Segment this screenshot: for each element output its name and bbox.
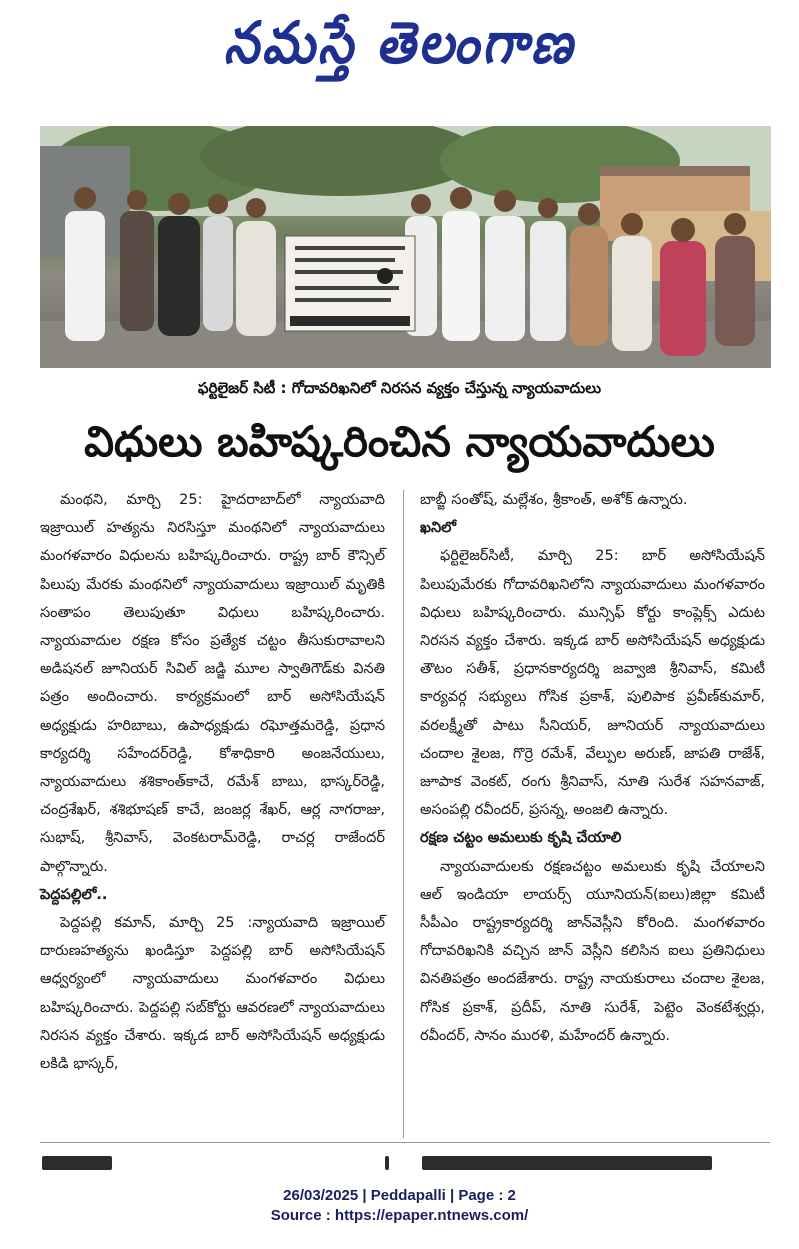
cropped-text-fragment xyxy=(422,1156,712,1170)
caption-separator: : xyxy=(280,379,287,397)
news-photo xyxy=(40,126,771,368)
section-subhead: రక్షణ చట్టం అమలుకు కృషి చేయాలి xyxy=(420,830,622,847)
right-column xyxy=(420,486,765,1050)
section-subhead: ఖనిలో xyxy=(420,520,457,537)
caption-place: ఫర్టిలైజర్ సిటీ xyxy=(197,379,276,397)
article-paragraph: ఫర్టిలైజర్‌సిటీ, మార్చి 25: బార్ అసోసియేషన్ పిలుపుమేరకు గోదావరిఖనిలోని న్యాయవాదులు మంగళవారం విధులు బహిష్కరించారు. మున్సిఫ్ కోర్టు కాంప్లెక్స్ ఎదుట నిరసన వ్యక్తం చేశారు. ఇక్కడ బార్ అసోసియేషన్ అధ్యక్షుడు తౌటం సతీశ్, ప్రధానకార్యదర్శి జవ్వాజి శ్రీనివాస్, కమిటీ కార్యవర్గ సభ్యులు గోసిక ప్రకాశ్, పులిపాక ప్రవీణ్‌కుమార్, వరలక్ష్మీతో పాటు సీనియర్, జూనియర్ న్యాయవాదులు చందాల శైలజ, గొర్రె రమేశ్, వేల్పుల అరుణ్, జాపతి రాజేశ్, జూపాక వెంకట్, రంగు శ్రీనివాస్, నూతి సురేశ సహనవాజ్, అసంపల్లి రవీందర్, ప్రసన్న, అంజలి ఉన్నారు. xyxy=(420,548,765,819)
article-headline: విధులు బహిష్కరించిన న్యాయవాదులు xyxy=(84,417,715,466)
caption-text: గోదావరిఖనిలో నిరసన వ్యక్తం చేస్తున్న న్యాయవాదులు xyxy=(291,379,602,397)
column-divider xyxy=(403,490,404,1138)
article-paragraph: న్యాయవాదులకు రక్షణచట్టం అమలుకు కృషి చేయాలని ఆల్ ఇండియా లాయర్స్ యూనియన్(ఐలు)జిల్లా కమిటీ సీపీఎం రాష్ట్రకార్యదర్శి జాన్‌వెస్లీని కోరింది. మంగళవారం గోదావరిఖనికి వచ్చిన జాన్ వెస్లీని కలిసిన ఐలు ప్రతినిధులు వినతిపత్రం అందజేశారు. రాష్ట్ర నాయకురాలు చందాల శైలజ, గోసిక ప్రకాశ్, ప్రదీప్, నూతి సురేశ్, పెట్టెం వెంకటేశ్వర్లు, రవీందర్, సానం మురళి, మహేందర్ ఉన్నారు. xyxy=(420,858,765,1044)
photo-caption xyxy=(40,379,759,401)
section-subhead: పెద్దపల్లిలో.. xyxy=(40,886,108,903)
page-footer xyxy=(0,1186,799,1226)
article-paragraph: బాబ్జీ సంతోష్, మల్లేశం, శ్రీకాంత్, అశోక్ ఉన్నారు. xyxy=(420,492,688,508)
photo-illustration xyxy=(40,126,771,368)
masthead xyxy=(0,0,799,100)
cropped-text-fragment xyxy=(42,1156,112,1170)
footer-date-edition: 26/03/2025 | Peddapalli | Page : 2 xyxy=(283,1187,516,1204)
article-paragraph: మంథని, మార్చి 25: హైదరాబాద్‌లో న్యాయవాది ఇజ్రాయిల్ హత్యను నిరసిస్తూ మంథనిలో న్యాయవాదులు మంగళవారం విధులను బహిష్కరించారు. రాష్ట్ర బార్ కౌన్సిల్ పిలుపు మేరకు మంథనిలో న్యాయవాదులు ఇజ్రాయిల్ మృతికి సంతాపం తెలుపుతూ విధులు బహిష్కరించారు. న్యాయవాదుల రక్షణ కోసం ప్రత్యేక చట్టం తీసుకురావాలని అడిషనల్ జూనియర్ సివిల్ జడ్జి మూల స్వాతిగౌడ్‌కు వినతి పత్రం అందించారు. కార్యక్రమంలో బార్ అసోసియేషన్ అధ్యక్షుడు హరిబాబు, ఉపాధ్యక్షుడు రఘోత్తమరెడ్డి, ప్రధాన కార్యదర్శి సహేందర్‌రెడ్డి, కోశాధికారి అంజనేయులు, న్యాయవాదులు శశికాంత్‌కాచే, రమేశ్ బాబు, భాస్కర్‌రెడ్డి, చంద్రశేఖర్, శశిభూషణ్ కాచే, జంజర్ల శేఖర్, ఆర్ల నాగరాజు, సుభాష్, శ్రీనివాస్, వెంకటరామ్‌రెడ్డి, రాచర్ల రాజేందర్ పాల్గొన్నారు. xyxy=(40,492,385,875)
bottom-rule xyxy=(40,1142,770,1143)
cropped-next-article xyxy=(40,1156,770,1170)
newspaper-title: నమస్తే తెలంగాణ xyxy=(223,9,576,76)
cropped-text-fragment xyxy=(385,1156,389,1170)
footer-source: Source : https://epaper.ntnews.com/ xyxy=(270,1207,529,1224)
article-paragraph: పెద్దపల్లి కమాన్, మార్చి 25 :న్యాయవాది ఇజ్రాయిల్ దారుణహత్యను ఖండిస్తూ పెద్దపల్లి బార్ అసోసియేషన్ ఆధ్వర్యంలో న్యాయవాదులు మంగళవారం విధులు బహిష్కరించారు. పెద్దపల్లి సబ్‌కోర్టు ఆవరణలో న్యాయవాదులు నిరసన వ్యక్తం చేశారు. ఇక్కడ బార్ అసోసియేషన్ అధ్యక్షుడు లకిడి భాస్కర్, xyxy=(40,915,385,1073)
left-column xyxy=(40,486,385,1078)
